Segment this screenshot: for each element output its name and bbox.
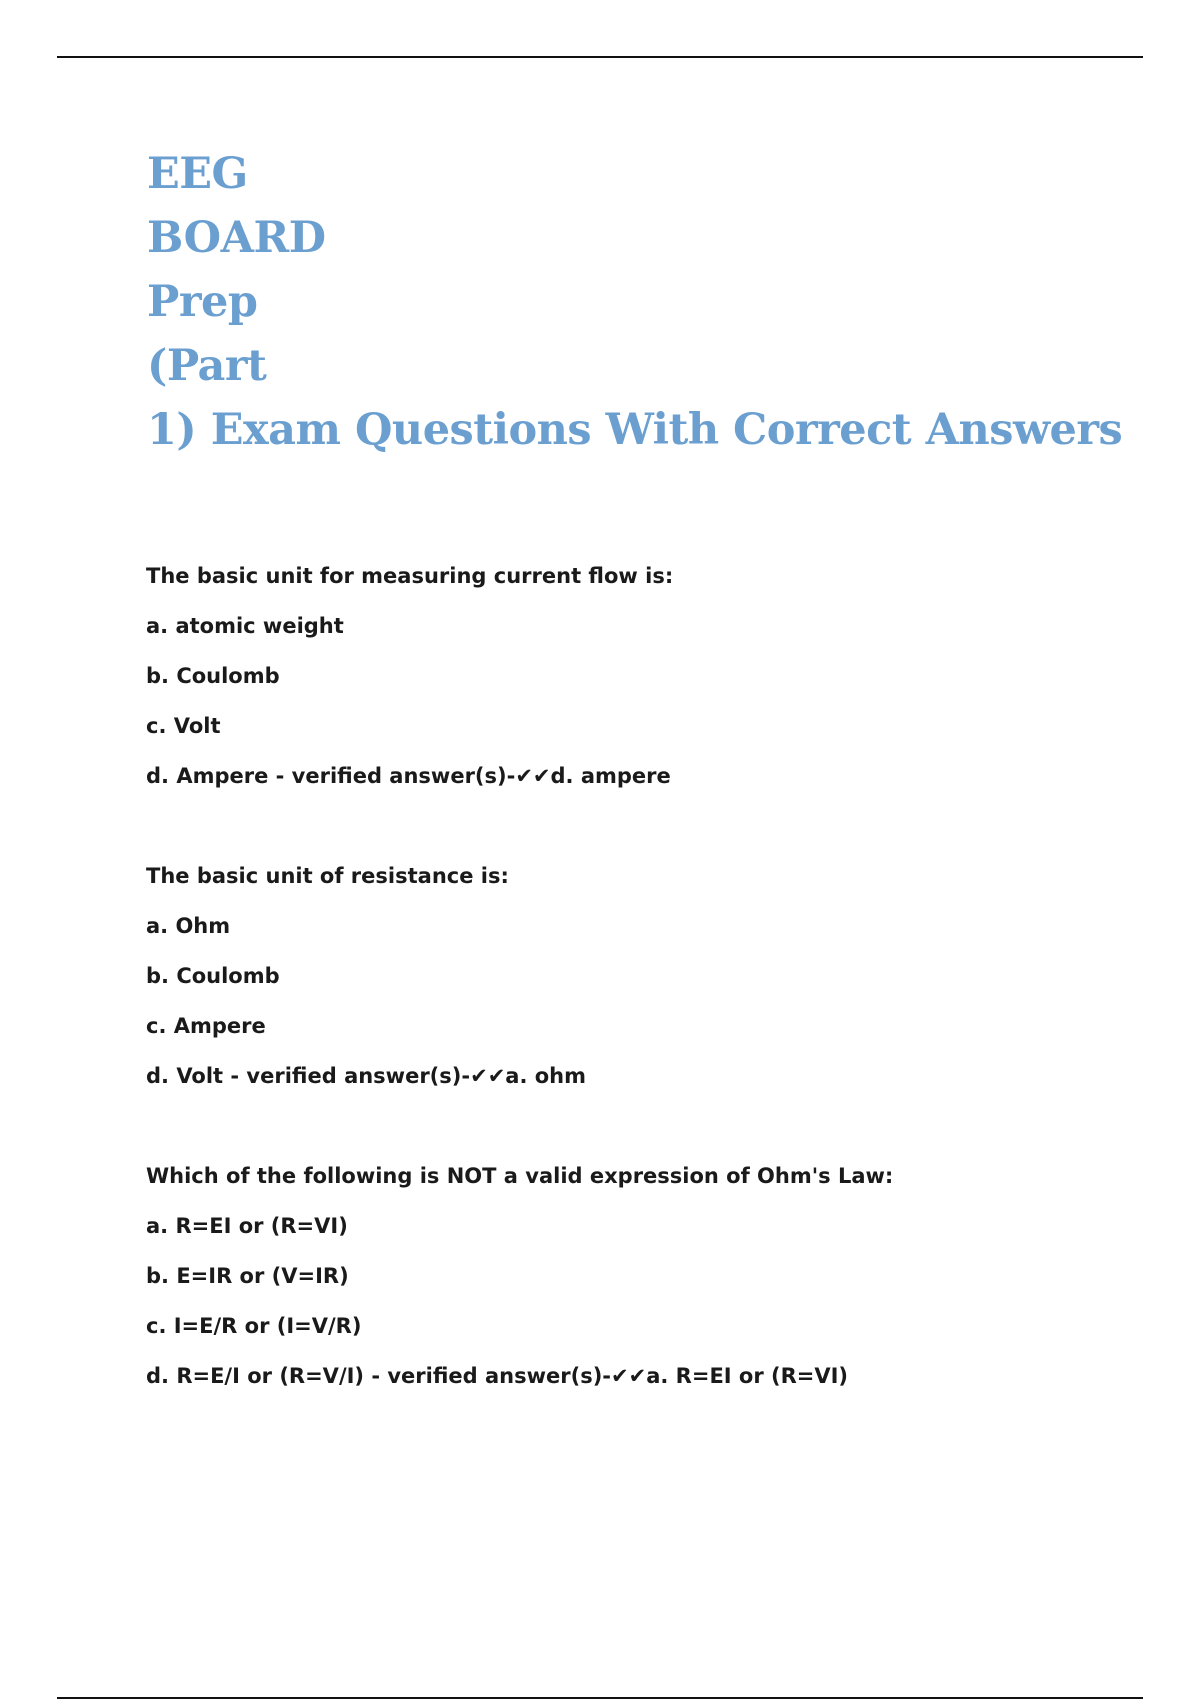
bottom-rule xyxy=(57,1697,1143,1699)
top-rule xyxy=(57,56,1143,58)
title-line: Prep xyxy=(147,277,258,327)
answer-option: a. Ohm xyxy=(146,914,231,938)
question-prompt: The basic unit for measuring current flow is: xyxy=(146,564,674,588)
title-line: EEG xyxy=(147,149,248,199)
answer-option: a. atomic weight xyxy=(146,614,344,638)
answer-option: b. Coulomb xyxy=(146,664,280,688)
answer-option-verified: d. R=E/I or (R=V/I) - verified answer(s)-✔✔a. R=EI or (R=VI) xyxy=(146,1364,849,1388)
answer-option-verified: d. Ampere - verified answer(s)-✔✔d. ampere xyxy=(146,764,671,788)
answer-option: b. Coulomb xyxy=(146,964,280,988)
title-line: 1) Exam Questions With Correct Answers xyxy=(147,405,1123,455)
document-title xyxy=(147,142,1122,462)
answer-option-verified: d. Volt - verified answer(s)-✔✔a. ohm xyxy=(146,1064,587,1088)
answer-option: b. E=IR or (V=IR) xyxy=(146,1264,349,1288)
title-line: BOARD xyxy=(147,213,326,263)
answer-option: c. I=E/R or (I=V/R) xyxy=(146,1314,362,1338)
answer-option: c. Ampere xyxy=(146,1014,266,1038)
answer-option: c. Volt xyxy=(146,714,221,738)
question-prompt: Which of the following is NOT a valid expression of Ohm's Law: xyxy=(146,1164,894,1188)
title-line: (Part xyxy=(147,341,267,391)
question-prompt: The basic unit of resistance is: xyxy=(146,864,509,888)
answer-option: a. R=EI or (R=VI) xyxy=(146,1214,348,1238)
